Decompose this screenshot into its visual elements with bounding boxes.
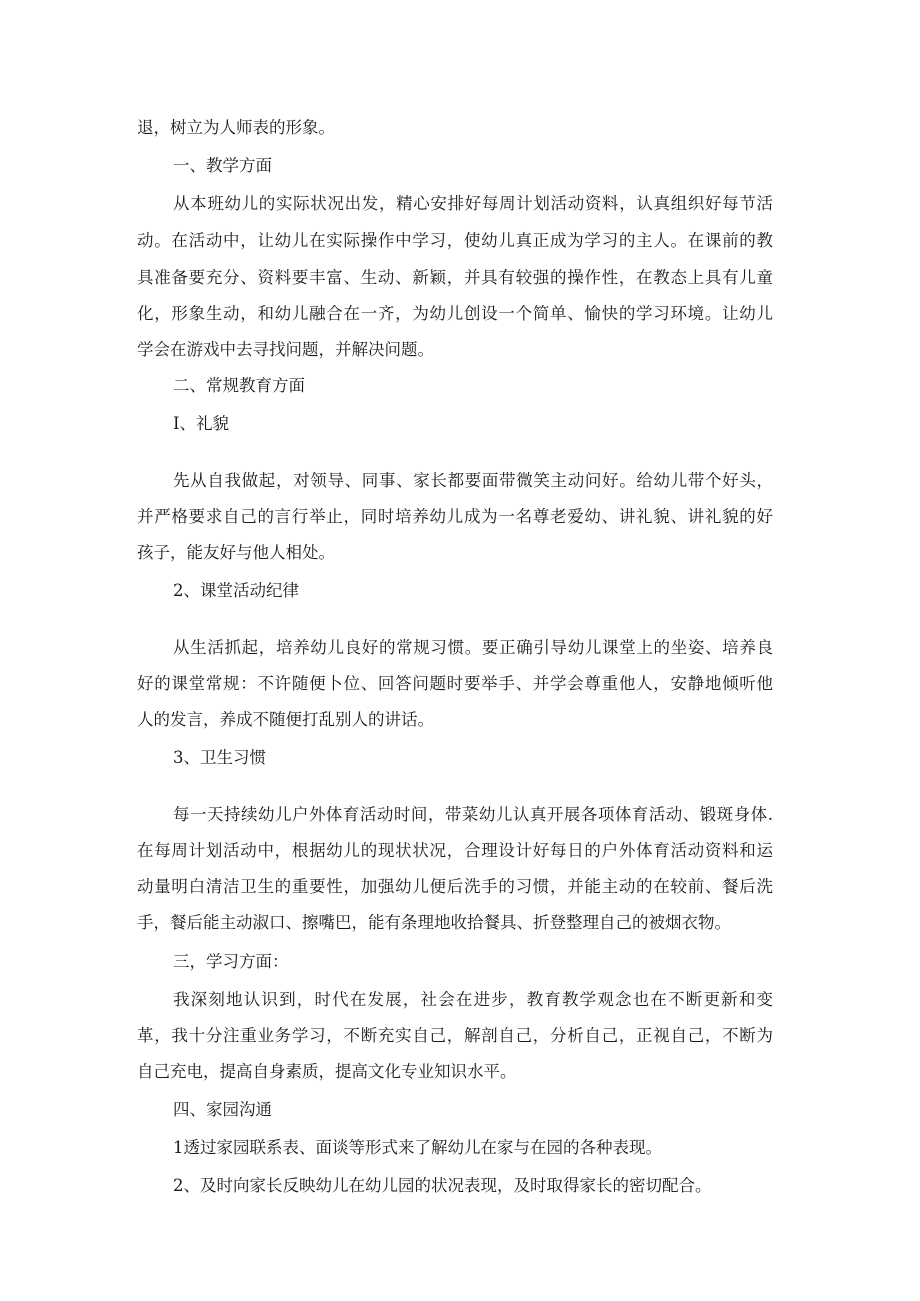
text-line: 动。在活动中，让幼儿在实际操作中学习，使幼儿真正成为学习的主人。在课前的教	[137, 231, 773, 250]
text-line: 自己充电，提高自身素质，提高文化专业知识水平。	[137, 1062, 517, 1081]
text-line: 从生活抓起，培养幼儿良好的常规习惯。要正确引导幼儿课堂上的坐姿、培养良	[173, 638, 773, 657]
text-line: 并严格要求自己的言行举止，同时培养幼儿成为一名尊老爱幼、讲礼貌、讲礼貌的好	[137, 507, 773, 526]
section-heading-teaching: 一、教学方面	[173, 156, 272, 175]
section-heading-study: 三，学习方面：	[173, 952, 289, 971]
text-line: 先从自我做起，对领导、同事、家长都要面带微笑主动问好。给幼儿带个好头，	[173, 471, 773, 490]
text-line: 每一天持续幼儿户外体育活动时间，带菜幼儿认真开展各项体育活动、锻斑身体.	[173, 805, 773, 824]
text-line: 在每周计划活动中，根据幼儿的现状状况，合理设计好每日的户外体育活动资料和运	[137, 841, 773, 860]
text-line: 具准备要充分、资料要丰富、生动、新颖，并具有较强的操作性，在教态上具有儿童	[137, 268, 773, 287]
list-item: 2、及时向家长反映幼儿在幼儿园的状况表现，及时取得家长的密切配合。	[173, 1176, 712, 1195]
text-line: 我深刻地认识到，时代在发展，社会在进步，教育教学观念也在不断更新和变	[173, 990, 773, 1009]
subheading-classroom-discipline: 2、课堂活动纪律	[173, 581, 299, 600]
list-item: 1透过家园联系表、面谈等形式来了解幼儿在家与在园的各种表现。	[173, 1138, 662, 1157]
text-line: 手，餐后能主动淑口、擦嘴巴，能有条理地收拾餐具、折登整理自己的被烟衣物。	[137, 913, 731, 932]
text-line: 从本班幼儿的实际状况出发，精心安排好每周计划活动资料，认真组织好每节活	[173, 194, 773, 213]
subheading-manners: I、礼貌	[173, 414, 230, 433]
text-line: 孩子，能友好与他人相处。	[137, 543, 335, 562]
section-heading-routine: 二、常规教育方面	[173, 376, 305, 395]
text-line: 革，我十分注重业务学习，不断充实自己，解剖自己，分析自己，正视自己，不断为	[137, 1026, 773, 1045]
text-line: 化，形象生动，和幼儿融合在一齐，为幼儿创设一个简单、愉快的学习环境。让幼儿	[137, 304, 773, 323]
section-heading-home-school: 四、家园沟通	[173, 1100, 272, 1119]
text-line: 动量明白清洁卫生的重要性，加强幼儿便后洗手的习惯，并能主动的在较前、餐后洗	[137, 877, 773, 896]
text-line: 人的发言，养成不随便打乱别人的讲话。	[137, 710, 434, 729]
text-line: 退，树立为人师表的形象。	[137, 118, 335, 137]
subheading-hygiene: 3、卫生习惯	[173, 748, 266, 767]
text-line: 好的课堂常规：不许随便卜位、回答问题时要举手、并学会尊重他人，安静地倾听他	[137, 674, 773, 693]
text-line: 学会在游戏中去寻找问题，并解决问题。	[137, 340, 434, 359]
